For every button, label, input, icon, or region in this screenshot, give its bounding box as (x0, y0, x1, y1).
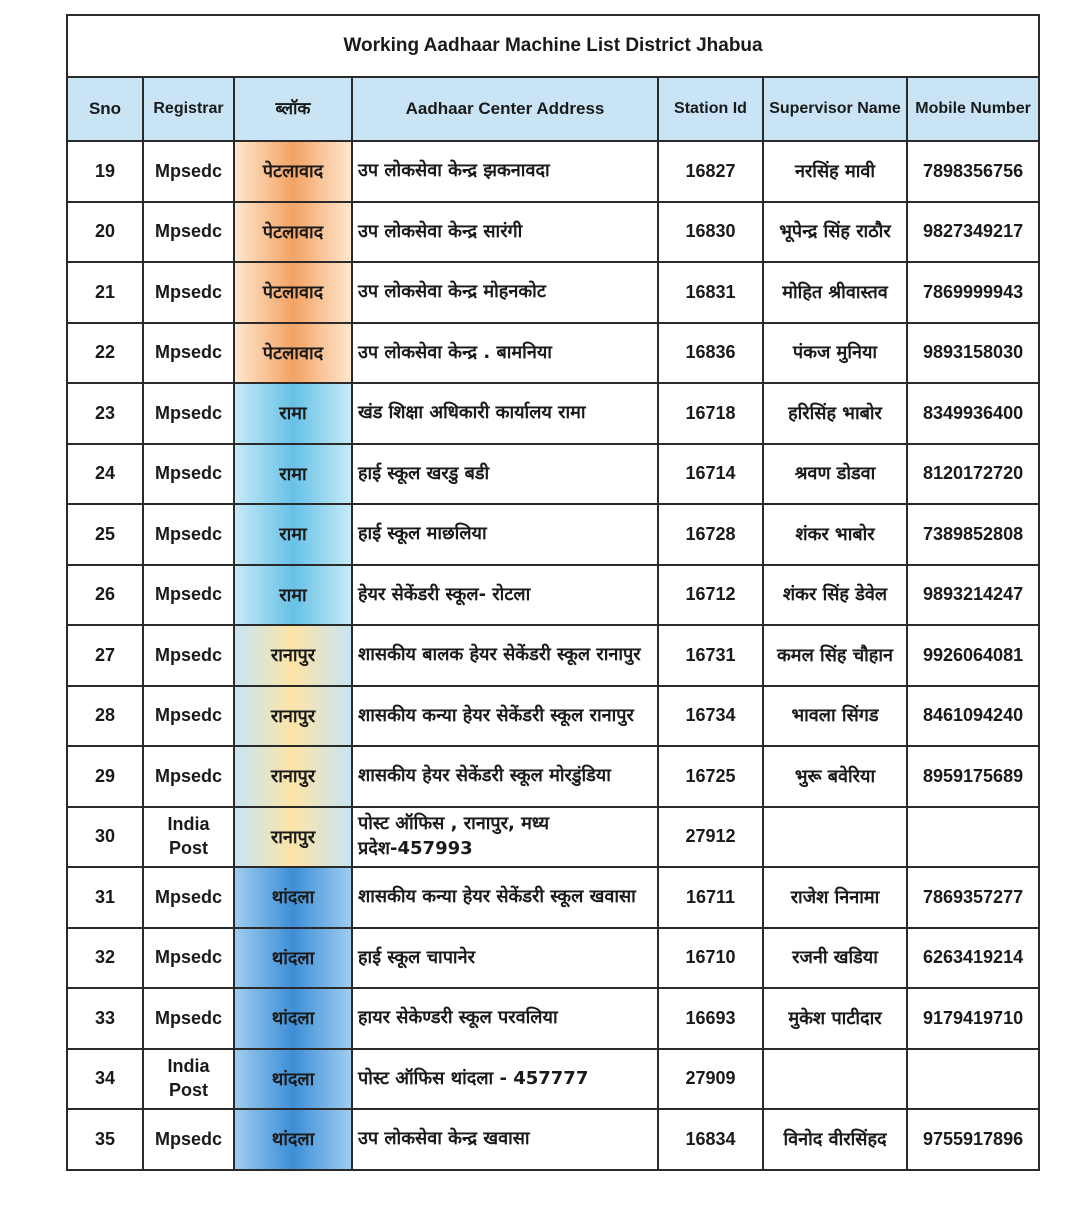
cell-sno: 28 (67, 686, 143, 747)
cell-address: हायर सेकेण्डरी स्कूल परवलिया (352, 988, 658, 1049)
cell-mobile: 7389852808 (907, 504, 1039, 565)
cell-address: उप लोकसेवा केन्द्र सारंगी (352, 202, 658, 263)
cell-registrar: Mpsedc (143, 383, 234, 444)
cell-address: खंड शिक्षा अधिकारी कार्यालय रामा (352, 383, 658, 444)
cell-supervisor: भुरू बवेरिया (763, 746, 907, 807)
cell-block: रानापुर (234, 807, 352, 868)
cell-supervisor: नरसिंह मावी (763, 141, 907, 202)
cell-address: उप लोकसेवा केन्द्र झकनावदा (352, 141, 658, 202)
cell-mobile: 9893158030 (907, 323, 1039, 384)
cell-sno: 27 (67, 625, 143, 686)
cell-supervisor: शंकर सिंह डेवेल (763, 565, 907, 626)
header-address: Aadhaar Center Address (352, 77, 658, 141)
cell-sno: 30 (67, 807, 143, 868)
cell-supervisor: विनोद वीरसिंहद (763, 1109, 907, 1170)
cell-address: पोस्ट ऑफिस , रानापुर, मध्य प्रदेश-457993 (352, 807, 658, 868)
cell-sno: 34 (67, 1049, 143, 1110)
cell-mobile (907, 807, 1039, 868)
cell-block: पेटलावाद (234, 262, 352, 323)
header-sno: Sno (67, 77, 143, 141)
cell-registrar: Mpsedc (143, 988, 234, 1049)
cell-sno: 23 (67, 383, 143, 444)
table-row (67, 504, 1039, 565)
cell-station-id: 16834 (658, 1109, 763, 1170)
cell-supervisor: मुकेश पाटीदार (763, 988, 907, 1049)
table-row (67, 323, 1039, 384)
cell-station-id: 16836 (658, 323, 763, 384)
cell-mobile: 8461094240 (907, 686, 1039, 747)
cell-block: पेटलावाद (234, 323, 352, 384)
table-row (67, 686, 1039, 747)
cell-mobile: 8959175689 (907, 746, 1039, 807)
cell-station-id: 16731 (658, 625, 763, 686)
cell-address: शासकीय कन्या हेयर सेकेंडरी स्कूल खवासा (352, 867, 658, 928)
cell-registrar: Mpsedc (143, 565, 234, 626)
table-row (67, 928, 1039, 989)
cell-supervisor: शंकर भाबोर (763, 504, 907, 565)
cell-sno: 21 (67, 262, 143, 323)
cell-address: हेयर सेकेंडरी स्कूल- रोटला (352, 565, 658, 626)
cell-supervisor: हरिसिंह भाबोर (763, 383, 907, 444)
cell-registrar: India Post (143, 1049, 234, 1110)
cell-address: उप लोकसेवा केन्द्र मोहनकोट (352, 262, 658, 323)
cell-registrar: Mpsedc (143, 625, 234, 686)
cell-registrar: Mpsedc (143, 202, 234, 263)
cell-sno: 29 (67, 746, 143, 807)
table-row (67, 807, 1039, 868)
cell-station-id: 16725 (658, 746, 763, 807)
cell-block: रामा (234, 504, 352, 565)
cell-mobile: 7898356756 (907, 141, 1039, 202)
cell-block: रामा (234, 383, 352, 444)
cell-station-id: 27909 (658, 1049, 763, 1110)
cell-supervisor (763, 1049, 907, 1110)
table-row (67, 565, 1039, 626)
aadhaar-machine-list-sheet (66, 14, 1038, 1171)
cell-sno: 24 (67, 444, 143, 505)
cell-station-id: 27912 (658, 807, 763, 868)
cell-sno: 19 (67, 141, 143, 202)
cell-block: थांदला (234, 988, 352, 1049)
cell-address: हाई स्कूल माछलिया (352, 504, 658, 565)
cell-mobile: 6263419214 (907, 928, 1039, 989)
table-row (67, 202, 1039, 263)
cell-mobile: 7869999943 (907, 262, 1039, 323)
table-row (67, 746, 1039, 807)
cell-station-id: 16827 (658, 141, 763, 202)
header-supervisor: Supervisor Name (763, 77, 907, 141)
cell-mobile (907, 1049, 1039, 1110)
table-row (67, 625, 1039, 686)
cell-mobile: 9827349217 (907, 202, 1039, 263)
cell-block: थांदला (234, 1109, 352, 1170)
cell-address: हाई स्कूल चापानेर (352, 928, 658, 989)
cell-registrar: Mpsedc (143, 504, 234, 565)
cell-station-id: 16714 (658, 444, 763, 505)
table-row (67, 988, 1039, 1049)
table-row (67, 1109, 1039, 1170)
cell-supervisor: कमल सिंह चौहान (763, 625, 907, 686)
header-station-id: Station Id (658, 77, 763, 141)
cell-block: पेटलावाद (234, 202, 352, 263)
cell-station-id: 16712 (658, 565, 763, 626)
cell-station-id: 16728 (658, 504, 763, 565)
cell-sno: 32 (67, 928, 143, 989)
cell-block: रानापुर (234, 686, 352, 747)
cell-mobile: 9179419710 (907, 988, 1039, 1049)
table-row (67, 383, 1039, 444)
cell-block: थांदला (234, 867, 352, 928)
cell-supervisor: श्रवण डोडवा (763, 444, 907, 505)
page-title: Working Aadhaar Machine List District Jhabua (67, 15, 1039, 77)
header-mobile: Mobile Number (907, 77, 1039, 141)
cell-supervisor: रजनी खडिया (763, 928, 907, 989)
cell-supervisor: पंकज मुनिया (763, 323, 907, 384)
cell-address: शासकीय कन्या हेयर सेकेंडरी स्कूल रानापुर (352, 686, 658, 747)
cell-station-id: 16831 (658, 262, 763, 323)
cell-mobile: 9893214247 (907, 565, 1039, 626)
title-row (67, 15, 1039, 77)
table-row (67, 262, 1039, 323)
cell-station-id: 16693 (658, 988, 763, 1049)
cell-supervisor: मोहित श्रीवास्तव (763, 262, 907, 323)
table-row (67, 141, 1039, 202)
cell-block: थांदला (234, 928, 352, 989)
cell-mobile: 8349936400 (907, 383, 1039, 444)
cell-block: रामा (234, 444, 352, 505)
cell-supervisor: भावला सिंगड (763, 686, 907, 747)
cell-supervisor: राजेश निनामा (763, 867, 907, 928)
cell-address: शासकीय बालक हेयर सेकेंडरी स्कूल रानापुर (352, 625, 658, 686)
cell-station-id: 16711 (658, 867, 763, 928)
cell-sno: 25 (67, 504, 143, 565)
cell-address: उप लोकसेवा केन्द्र . बामनिया (352, 323, 658, 384)
cell-registrar: Mpsedc (143, 1109, 234, 1170)
header-row (67, 77, 1039, 141)
table-row (67, 1049, 1039, 1110)
cell-registrar: India Post (143, 807, 234, 868)
cell-address: हाई स्कूल खरडु बडी (352, 444, 658, 505)
cell-sno: 31 (67, 867, 143, 928)
cell-mobile: 9926064081 (907, 625, 1039, 686)
cell-registrar: Mpsedc (143, 746, 234, 807)
cell-block: रानापुर (234, 625, 352, 686)
cell-registrar: Mpsedc (143, 323, 234, 384)
cell-block: रानापुर (234, 746, 352, 807)
cell-registrar: Mpsedc (143, 141, 234, 202)
cell-station-id: 16710 (658, 928, 763, 989)
cell-mobile: 8120172720 (907, 444, 1039, 505)
cell-station-id: 16734 (658, 686, 763, 747)
cell-registrar: Mpsedc (143, 262, 234, 323)
cell-station-id: 16718 (658, 383, 763, 444)
cell-station-id: 16830 (658, 202, 763, 263)
table-row (67, 867, 1039, 928)
cell-supervisor: भूपेन्द्र सिंह राठौर (763, 202, 907, 263)
cell-address: उप लोकसेवा केन्द्र खवासा (352, 1109, 658, 1170)
cell-address: शासकीय हेयर सेकेंडरी स्कूल मोरडुंडिया (352, 746, 658, 807)
header-block: ब्लॉक (234, 77, 352, 141)
cell-block: रामा (234, 565, 352, 626)
cell-registrar: Mpsedc (143, 867, 234, 928)
cell-address: पोस्ट ऑफिस थांदला - 457777 (352, 1049, 658, 1110)
cell-block: पेटलावाद (234, 141, 352, 202)
cell-sno: 22 (67, 323, 143, 384)
cell-block: थांदला (234, 1049, 352, 1110)
table-row (67, 444, 1039, 505)
cell-mobile: 7869357277 (907, 867, 1039, 928)
cell-registrar: Mpsedc (143, 928, 234, 989)
cell-registrar: Mpsedc (143, 444, 234, 505)
header-registrar: Registrar (143, 77, 234, 141)
cell-sno: 20 (67, 202, 143, 263)
aadhaar-machine-table (66, 14, 1040, 1171)
cell-sno: 35 (67, 1109, 143, 1170)
cell-sno: 33 (67, 988, 143, 1049)
cell-registrar: Mpsedc (143, 686, 234, 747)
cell-mobile: 9755917896 (907, 1109, 1039, 1170)
cell-sno: 26 (67, 565, 143, 626)
cell-supervisor (763, 807, 907, 868)
